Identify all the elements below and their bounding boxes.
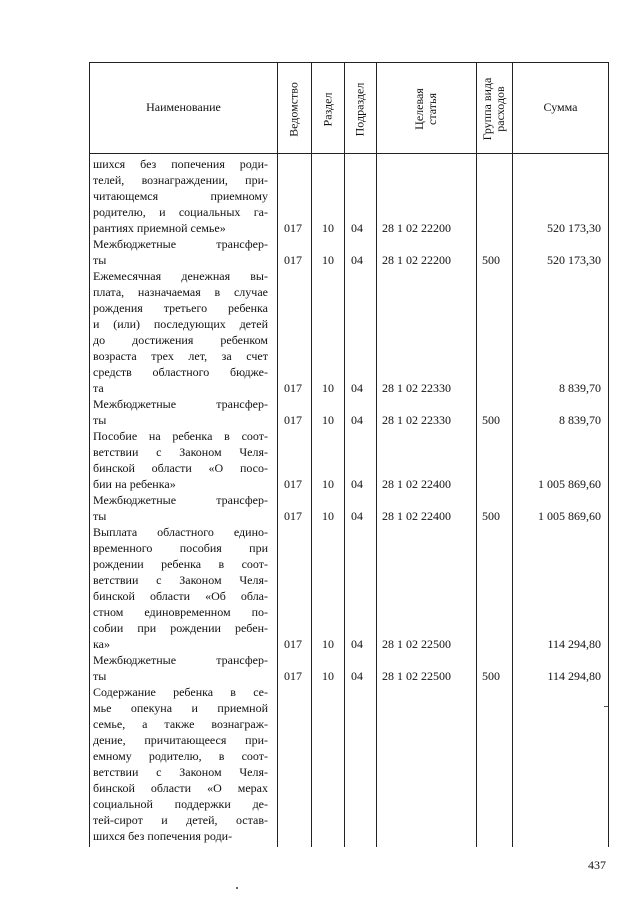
dept-code: 017 [284,509,302,523]
subsection-code: 04 [351,669,363,683]
item-name-line: Межбюджетные трансфер- [93,493,268,507]
header-target: Целевая статья [412,88,439,130]
target-code: 28 1 02 22200 [382,221,451,235]
dept-code: 017 [284,477,302,491]
dept-code: 017 [284,637,302,651]
item-name-line: бинской области «О мерах [93,781,268,795]
section-code: 10 [322,413,334,427]
header-expense-group: Группа вида расходов [480,77,507,141]
item-name-line: ты [93,413,107,427]
header-subsection: Подраздел [352,82,367,137]
subsection-code: 04 [351,509,363,523]
item-name-line: емному родителю, в соот- [93,749,268,763]
item-name-line: ветствии с Законом Челя- [93,445,268,459]
item-name [93,156,268,236]
sum-value: 520 173,30 [547,221,601,235]
item-name-line: до достижения ребенком [93,333,268,347]
item-name [93,524,268,652]
item-name-line: средств областного бюдже- [93,365,268,379]
section-code: 10 [322,253,334,267]
item-name-line: временного пособия при [93,541,268,555]
sum-value: 520 173,30 [547,253,601,267]
column-divider [376,63,377,847]
item-name-line: Ежемесячная денежная вы- [93,269,268,283]
subsection-code: 04 [351,477,363,491]
item-name-line: тей-сирот и детей, остав- [93,813,268,827]
item-name-line: ты [93,669,107,683]
item-name-line: шихся без попечения роди- [93,829,233,843]
item-name-line: семье, а также вознаграж- [93,717,268,731]
item-name-line: плата, назначаемая в случае [93,285,268,299]
item-name-line: телей, вознаграждении, при- [93,173,268,187]
item-name-line: бинской области «Об обла- [93,589,268,603]
subsection-code: 04 [351,381,363,395]
target-code: 28 1 02 22330 [382,381,451,395]
item-name-line: рождении ребенка в соот- [93,557,268,571]
item-name-line: ты [93,509,107,523]
dept-code: 017 [284,253,302,267]
dept-code: 017 [284,413,302,427]
section-code: 10 [322,221,334,235]
item-name [93,268,268,396]
item-name-line: возраста трех лет, за счет [93,349,268,363]
header-dept: Ведомство [286,82,301,137]
sum-value: 8 839,70 [559,381,601,395]
section-code: 10 [322,381,334,395]
header-name: Наименование [146,100,221,114]
item-name-line: та [93,381,104,395]
item-name [93,236,268,268]
item-name-line: Пособие на ребенка в соот- [93,429,268,443]
target-code: 28 1 02 22200 [382,253,451,267]
item-name-line: Выплата областного едино- [93,525,268,539]
target-code: 28 1 02 22400 [382,509,451,523]
subsection-code: 04 [351,637,363,651]
dept-code: 017 [284,381,302,395]
subsection-code: 04 [351,413,363,427]
item-name-line: социальной поддержки де- [93,797,268,811]
item-name-line: Межбюджетные трансфер- [93,237,268,251]
sum-value: 8 839,70 [559,413,601,427]
item-name-line: Межбюджетные трансфер- [93,653,268,667]
sum-value: 114 294,80 [547,669,601,683]
section-code: 10 [322,509,334,523]
target-code: 28 1 02 22330 [382,413,451,427]
item-name-line: дение, причитающееся при- [93,733,268,747]
budget-table [89,62,609,847]
item-name-line: рантиях приемной семье» [93,221,226,235]
target-code: 28 1 02 22500 [382,637,451,651]
sum-value: 114 294,80 [547,637,601,651]
item-name [93,492,268,524]
expense-group-code: 500 [482,253,500,267]
column-divider [311,63,312,847]
column-divider [512,63,513,847]
scan-mark [604,706,608,707]
column-divider [344,63,345,847]
section-code: 10 [322,477,334,491]
expense-group-code: 500 [482,413,500,427]
item-name-line: ветствии с Законом Челя- [93,573,268,587]
item-name-line: родителю, и социальных га- [93,205,268,219]
expense-group-code: 500 [482,509,500,523]
column-divider [476,63,477,847]
item-name [93,428,268,492]
target-code: 28 1 02 22400 [382,477,451,491]
subsection-code: 04 [351,221,363,235]
item-name-line: собии при рождении ребен- [93,621,268,635]
item-name-line: шихся без попечения роди- [93,157,268,171]
sum-value: 1 005 869,60 [538,477,601,491]
header-section: Раздел [320,92,335,127]
dept-code: 017 [284,669,302,683]
section-code: 10 [322,637,334,651]
item-name [93,684,268,844]
item-name-line: ка» [93,637,110,651]
item-name-line: бинской области «О посо- [93,461,268,475]
item-name-line: Содержание ребенка в се- [93,685,268,699]
column-divider [277,63,278,847]
expense-group-code: 500 [482,669,500,683]
scan-speck [236,887,238,889]
item-name-line: и (или) последующих детей [93,317,268,331]
item-name-line: ты [93,253,107,267]
header-divider [90,153,608,154]
item-name-line: рождения третьего ребенка [93,301,268,315]
subsection-code: 04 [351,253,363,267]
dept-code: 017 [284,221,302,235]
header-sum: Сумма [543,100,578,114]
item-name-line: мье опекуна и приемной [93,701,268,715]
item-name-line: Межбюджетные трансфер- [93,397,268,411]
sum-value: 1 005 869,60 [538,509,601,523]
item-name-line: ветствии с Законом Челя- [93,765,268,779]
item-name-line: читающемся приемному [93,189,268,203]
target-code: 28 1 02 22500 [382,669,451,683]
item-name-line: стном единовременном по- [93,605,268,619]
item-name [93,396,268,428]
page-number: 437 [588,858,606,872]
item-name [93,652,268,684]
section-code: 10 [322,669,334,683]
item-name-line: бии на ребенка» [93,477,176,491]
